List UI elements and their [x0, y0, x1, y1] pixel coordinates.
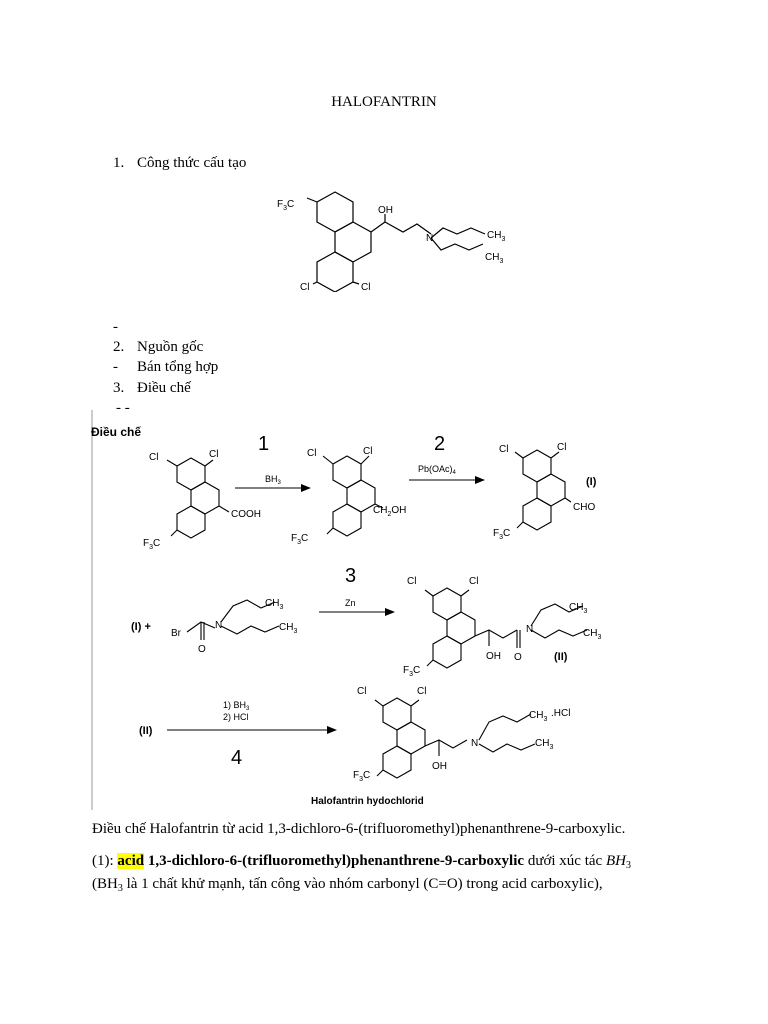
arrow-2-head — [475, 476, 485, 484]
final-oh: OH — [432, 761, 447, 772]
final-cl-right: Cl — [417, 686, 427, 697]
step-number-3: 3 — [345, 565, 357, 587]
II-n: N — [526, 624, 534, 635]
II-o: O — [514, 652, 522, 663]
struct-n: N — [426, 233, 434, 244]
step-number-1: 1 — [258, 433, 270, 455]
section-3-label: Điều chế — [137, 380, 191, 396]
arrow-3-head — [385, 608, 395, 616]
alcohol-f3c-f: F — [291, 533, 298, 544]
trailing-dashes: - - — [116, 400, 130, 410]
final-ch3-top-sub: 3 — [543, 716, 548, 723]
sub-item-label: Bán tổng hợp — [137, 359, 219, 375]
amide-br: Br — [171, 628, 181, 639]
reagent-1-sub: 3 — [277, 480, 281, 486]
alcohol-f3c-sub: 3 — [297, 539, 302, 546]
bond-cf3 — [307, 198, 317, 202]
section-1-label: Công thức cấu tạo — [137, 155, 247, 171]
step-number-2: 2 — [434, 433, 446, 455]
struct-ch3-top: CH — [487, 230, 502, 241]
amide-ch3-bottom: CH — [279, 622, 294, 633]
svg-text:CH3 — [583, 628, 601, 641]
alcohol-cl-right: Cl — [363, 446, 373, 457]
svg-text:CH3 — [529, 710, 547, 723]
butyl-top — [431, 228, 485, 238]
paragraph-step-1 — [92, 851, 631, 876]
svg-text:F3C — [493, 528, 510, 541]
svg-text:F3C — [291, 533, 308, 546]
reagent-4a: 1) BH — [223, 700, 247, 710]
struct-f3c-c: C — [287, 199, 295, 210]
final-hcl-salt: .HCl — [551, 708, 571, 719]
section-2-label: Nguồn gốc — [137, 339, 204, 355]
svg-text:CH2OH — [373, 505, 406, 518]
II-f3c-c: C — [413, 665, 421, 676]
arrow-4-head — [327, 726, 337, 734]
svg-text:CH3 — [569, 602, 587, 615]
svg-text:1) BH3 — [223, 700, 250, 712]
reagent-4b: 2) HCl — [223, 712, 249, 722]
bond-cl-right — [353, 282, 359, 284]
svg-text:Pb(OAc)4 — [418, 464, 457, 476]
label-II-start: (II) — [139, 725, 153, 737]
amide-ch3-top: CH — [265, 598, 280, 609]
alcohol-ch2oh-sub: 2 — [387, 511, 392, 518]
arrow-1-head — [301, 484, 311, 492]
section-2-number: 2. — [113, 339, 125, 355]
aldehyde-f3c-c: C — [503, 528, 511, 539]
start-f3c-sub: 3 — [149, 544, 154, 551]
svg-text:CH3 — [279, 622, 297, 635]
bh3-sub: 3 — [117, 883, 123, 894]
section-2-heading — [113, 337, 203, 357]
II-ch3-top: CH — [569, 602, 584, 613]
II-cl-right: Cl — [469, 576, 479, 587]
reagent-2: Pb(OAc) — [418, 464, 453, 474]
svg-text:F3C — [353, 770, 370, 783]
paragraph-intro: Điều chế Halofantrin từ acid 1,3-dichloro-6-(trifluoromethyl)phenanthrene-9-carboxylic. — [92, 821, 626, 837]
svg-text:CH3 — [265, 598, 283, 611]
start-f3c-c: C — [153, 538, 161, 549]
svg-text:F3C — [403, 665, 420, 678]
label-II: (II) — [554, 651, 568, 663]
amide-n: N — [215, 620, 223, 631]
chain — [385, 222, 431, 234]
start-cooh: COOH — [231, 509, 261, 520]
aldehyde-cl-right: Cl — [557, 442, 567, 453]
II-ch3-top-sub: 3 — [583, 608, 588, 615]
struct-f3c-f: F — [277, 199, 284, 210]
bond-cl-left — [313, 282, 317, 284]
aldehyde-cho: CHO — [573, 502, 596, 513]
svg-text:CH3 — [485, 252, 503, 265]
start-cl-left: Cl — [149, 452, 159, 463]
svg-text:F3C — [143, 538, 160, 551]
final-ch3-top: CH — [529, 710, 544, 721]
step-1-mid: dưới xúc tác — [524, 853, 606, 869]
II-cl-left: Cl — [407, 576, 417, 587]
step-number-4: 4 — [231, 747, 243, 769]
alcohol-ch2oh-tail: OH — [391, 505, 407, 516]
II-ch3-bottom: CH — [583, 628, 598, 639]
start-f3c-f: F — [143, 538, 150, 549]
bh3-open: (BH — [92, 876, 118, 892]
paragraph-step-1-cont — [92, 874, 603, 899]
start-cl-right: Cl — [209, 449, 219, 460]
bond-side — [371, 222, 385, 232]
sub-item — [113, 357, 218, 377]
struct-cl-left: Cl — [300, 282, 310, 292]
alcohol-cl-left: Cl — [307, 448, 317, 459]
struct-oh: OH — [378, 205, 393, 216]
struct-ch3-top-sub: 3 — [501, 236, 506, 243]
svg-text:F3C — [277, 199, 294, 212]
section-1-number: 1. — [113, 155, 125, 171]
svg-text:BH3 — [265, 474, 282, 486]
scheme-heading: Điều chế — [91, 425, 142, 439]
final-ch3-bottom-sub: 3 — [549, 744, 554, 751]
compound-halofantrin-hcl — [375, 698, 535, 778]
amide-o: O — [198, 644, 206, 655]
sub-item-dash: - — [113, 359, 118, 375]
final-f3c-c: C — [363, 770, 371, 781]
amide-ch3-bottom-sub: 3 — [293, 628, 298, 635]
ring-b — [335, 222, 371, 262]
page-title: HALOFANTRIN — [331, 94, 437, 110]
compound-alcohol — [323, 456, 383, 536]
scheme-caption: Halofantrin hydochlorid — [311, 796, 424, 807]
catalyst-sub: 3 — [625, 860, 631, 871]
compound-aldehyde-I — [515, 450, 571, 530]
II-f3c-sub: 3 — [409, 671, 414, 678]
II-ch3-bottom-sub: 3 — [597, 634, 602, 641]
acid-name: 1,3-dichloro-6-(trifluoromethyl)phenanthrene-9-carboxylic — [144, 853, 525, 869]
II-f3c-f: F — [403, 665, 410, 676]
compound-start — [167, 458, 229, 538]
struct-f3c-sub: 3 — [283, 205, 288, 212]
section-3-heading — [113, 378, 191, 398]
alcohol-f3c-c: C — [301, 533, 309, 544]
struct-cl-right: Cl — [361, 282, 371, 292]
reagent-2-sub: 4 — [452, 470, 456, 476]
reagent-1: BH — [265, 474, 278, 484]
step-1-prefix: (1): — [92, 853, 118, 869]
reagent-4a-sub: 3 — [246, 706, 250, 712]
aldehyde-f3c-sub: 3 — [499, 534, 504, 541]
alcohol-ch2oh: CH — [373, 505, 388, 516]
final-cl-left: Cl — [357, 686, 367, 697]
struct-ch3-bottom-sub: 3 — [499, 258, 504, 265]
final-f3c-f: F — [353, 770, 360, 781]
empty-dash: - — [113, 319, 118, 335]
ring-a — [317, 192, 353, 232]
highlighted-word: acid — [117, 853, 145, 869]
final-n: N — [471, 738, 479, 749]
reagent-3: Zn — [345, 598, 356, 608]
bh3-explanation: là 1 chất khử mạnh, tấn công vào nhóm carbonyl (C=O) trong acid carboxylic), — [122, 876, 603, 892]
amide-ch3-top-sub: 3 — [279, 604, 284, 611]
label-I: (I) — [586, 476, 597, 488]
label-I-plus: (I) + — [131, 621, 151, 633]
ring-c — [317, 252, 353, 292]
II-oh: OH — [486, 651, 501, 662]
svg-text:CH3 — [487, 230, 505, 243]
svg-text:CH3 — [535, 738, 553, 751]
final-ch3-bottom: CH — [535, 738, 550, 749]
aldehyde-f3c-f: F — [493, 528, 500, 539]
catalyst-formula: BH — [605, 853, 626, 869]
struct-ch3-bottom: CH — [485, 252, 500, 263]
final-f3c-sub: 3 — [359, 776, 364, 783]
synthesis-scheme-image — [91, 410, 638, 812]
halofantrine-structure-image — [235, 180, 535, 292]
section-3-number: 3. — [113, 380, 125, 396]
section-1-heading — [113, 153, 246, 173]
butyl-bottom — [431, 238, 483, 250]
aldehyde-cl-left: Cl — [499, 444, 509, 455]
